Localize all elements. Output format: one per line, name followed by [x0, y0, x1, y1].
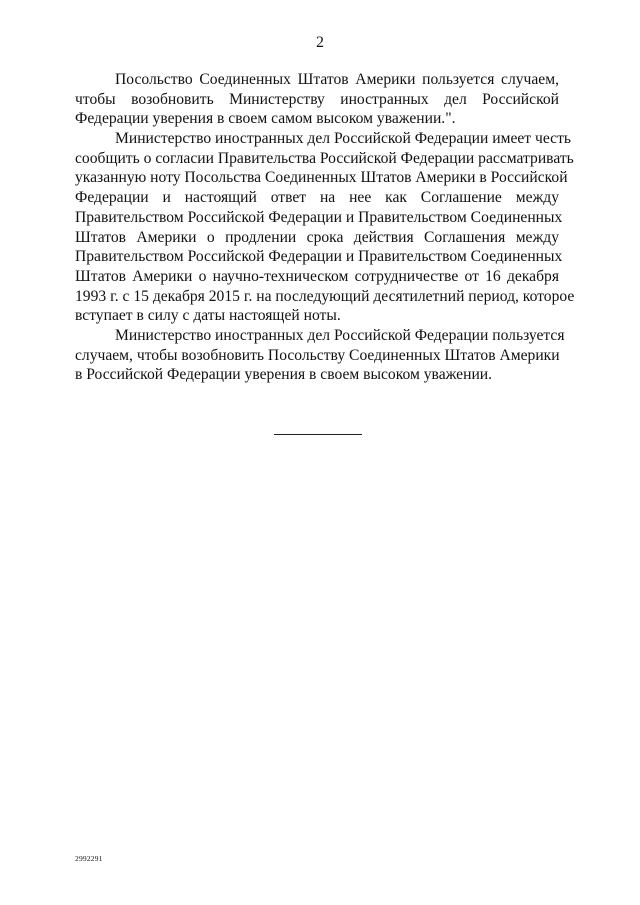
paragraph-agreement-statement — [75, 129, 575, 326]
text-line: Федерации и настоящий ответ на нее как Соглашение между — [75, 189, 559, 207]
text-line: сообщить о согласии Правительства Российской Федерации рассматривать — [75, 149, 574, 167]
text-line: Штатов Америки о продлении срока действия Соглашения между — [75, 228, 559, 246]
text-line: случаем, чтобы возобновить Посольству Соединенных Штатов Америки — [75, 346, 560, 364]
paragraph-closing-mfa — [75, 326, 565, 385]
text-line: Министерство иностранных дел Российской Федерации имеет честь — [115, 130, 572, 148]
text-line: вступает в силу с даты настоящей ноты. — [75, 307, 341, 325]
text-line: указанную ноту Посольства Соединенных Штатов Америки в Российской — [75, 169, 568, 187]
text-line: чтобы возобновить Министерству иностранных дел Российской — [75, 90, 559, 108]
text-line: в Российской Федерации уверения в своем высоком уважении. — [75, 366, 493, 384]
text-line: Штатов Америки о научно-техническом сотрудничестве от 16 декабря — [75, 267, 559, 285]
text-line: Правительством Российской Федерации и Правительством Соединенных — [75, 248, 563, 266]
text-line: 1993 г. с 15 декабря 2015 г. на последующий десятилетний период, которое — [75, 287, 575, 305]
letter-body — [75, 70, 575, 385]
paragraph-closing-us-embassy — [75, 70, 559, 129]
text-line: Посольство Соединенных Штатов Америки пользуется случаем, — [115, 71, 559, 88]
document-code: 2992291 — [75, 854, 103, 863]
end-separator-line — [274, 434, 362, 435]
page-number: 2 — [316, 34, 324, 51]
text-line: Министерство иностранных дел Российской Федерации пользуется — [115, 326, 565, 344]
text-line: Правительством Российской Федерации и Правительством Соединенных — [75, 208, 563, 226]
text-line: Федерации уверения в своем самом высоком уважении.". — [75, 110, 456, 128]
